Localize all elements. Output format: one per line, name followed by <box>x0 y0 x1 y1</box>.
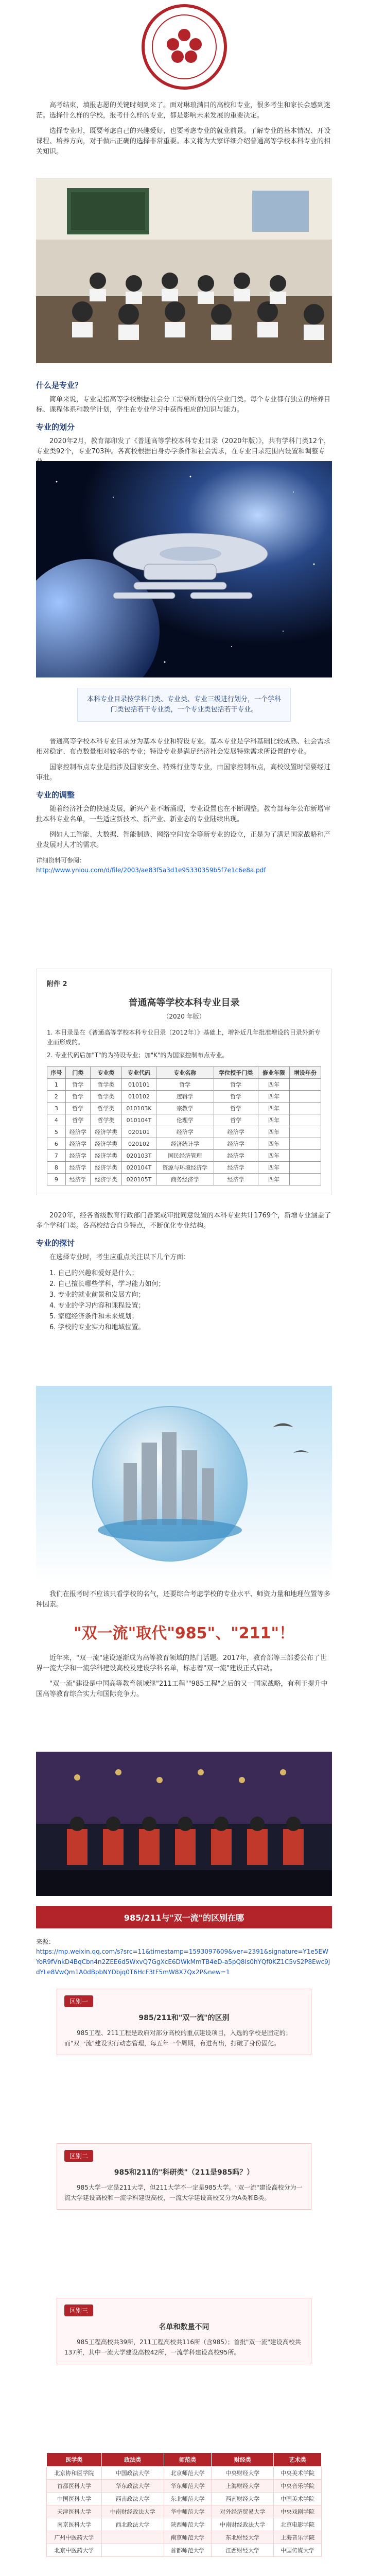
university-category-table <box>46 2452 322 2557</box>
column-header: 专业名称 <box>156 1067 214 1079</box>
table-row <box>47 2493 322 2505</box>
table-cell: 南京医科大学 <box>47 2518 102 2531</box>
table-row <box>47 2505 322 2518</box>
table-cell: 经济学 <box>214 1174 258 1185</box>
appendix-title: 普通高等学校本科专业目录 <box>128 997 240 1008</box>
table-cell: 经济学 <box>65 1138 90 1150</box>
college-seal-logo <box>141 3 228 91</box>
qa-title: 985/211和"双一流"的区别 <box>138 2014 230 2022</box>
intro-paragraph: 高考结束，填报志愿的关键时刻到来了。面对琳琅满目的高校和专业，很多考生和家长会感到迷茫。选择什么样的学校，报考什么样的专业，都是影响未来发展的重要决定。 <box>36 101 331 120</box>
table-cell <box>289 1079 321 1091</box>
column-header: 专业代码 <box>122 1067 156 1079</box>
table-cell: 逻辑学 <box>156 1091 214 1103</box>
qa-body: 985工程、211工程是政府对部分高校的重点建设项目，入选的学校是固定的；而"双一流"建设实行动态管理，每五年一个周期，有进有出，打破了身份固化。 <box>64 2029 292 2047</box>
table-cell <box>289 1091 321 1103</box>
table-cell: 江西财经大学 <box>212 2544 274 2557</box>
table-cell <box>289 1138 321 1150</box>
list-item: 5. 家庭经济条件和未来规划； <box>49 1313 138 1320</box>
table-cell <box>289 1103 321 1114</box>
appendix-subtitle: （2020 年版） <box>163 1013 205 1020</box>
table-row <box>47 1174 321 1185</box>
intro-section <box>36 100 332 162</box>
table-cell: 中央音乐学院 <box>274 2480 322 2493</box>
table-cell: 2 <box>47 1091 66 1103</box>
list-item: 3. 专业的就业前景和发展方向； <box>49 1291 145 1299</box>
table-cell: 020105T <box>122 1174 156 1185</box>
table-cell: 哲学 <box>214 1091 258 1103</box>
column-header: 专业类 <box>91 1067 122 1079</box>
table-cell: 华东师范大学 <box>164 2480 212 2493</box>
appendix-tag: 附件 2 <box>47 980 67 988</box>
table-cell: 010102 <box>122 1091 156 1103</box>
major-catalog-table <box>47 1066 321 1185</box>
table-cell: 四年 <box>258 1150 289 1162</box>
table-cell: 东北财经大学 <box>212 2531 274 2544</box>
table-cell: 4 <box>47 1114 66 1126</box>
section-paragraph: 例如人工智能、大数据、智能制造、网络空间安全等新专业的设立，正是为了满足国家战略和产业发展对人才的需求。 <box>36 831 331 849</box>
table-cell: 经济学 <box>214 1126 258 1138</box>
table-cell: 经济学类 <box>91 1126 122 1138</box>
download-label: 详细资料可参阅： <box>36 857 86 864</box>
table-cell <box>289 1126 321 1138</box>
table-row <box>47 2544 322 2557</box>
table-cell: 哲学 <box>214 1079 258 1091</box>
appendix-note: 1. 本目录是在《普通高等学校本科专业目录（2012年）》基础上，增补近几年批准增设的目录外新专业而形成的。 <box>47 1029 321 1046</box>
column-header: 学位授予门类 <box>214 1067 258 1079</box>
table-cell: 天津医科大学 <box>47 2505 102 2518</box>
table-cell: 哲学类 <box>91 1114 122 1126</box>
comparison-banner <box>36 1906 332 1928</box>
table-cell: 哲学 <box>214 1103 258 1114</box>
table-cell: 西南政法大学 <box>101 2493 164 2505</box>
city-globe-image <box>36 1386 332 1582</box>
section-paragraph: 2020年，经各省级教育行政部门备案或审批同意设置的本科专业共计1769个，新增专业涵盖了多个学科门类。各高校结合自身特点，不断优化专业结构。 <box>36 1212 331 1230</box>
column-header: 医学类 <box>47 2453 102 2467</box>
table-cell: 经济学类 <box>91 1150 122 1162</box>
table-cell: 经济学 <box>65 1126 90 1138</box>
table-header-row <box>47 1067 321 1079</box>
table-cell: 伦理学 <box>156 1114 214 1126</box>
tips-list <box>36 1268 332 1333</box>
appendix-note: 2. 专业代码后加"T"的为特设专业；加"K"的为国家控制布点专业。 <box>47 1052 229 1059</box>
table-cell: 1 <box>47 1079 66 1091</box>
list-item: 2. 自己擅长哪些学科，学习能力如何； <box>49 1280 165 1288</box>
headline: "双一流"取代"985"、"211"！ <box>73 1624 295 1642</box>
section-division <box>36 737 332 875</box>
table-cell: 020102 <box>122 1138 156 1150</box>
section-discussion <box>36 1211 332 1333</box>
table-cell: 宗教学 <box>156 1103 214 1114</box>
table-cell: 哲学 <box>214 1114 258 1126</box>
table-cell: 哲学 <box>65 1114 90 1126</box>
table-cell: 四年 <box>258 1138 289 1150</box>
section-what-is-major <box>36 374 332 472</box>
table-cell: 中国医科大学 <box>47 2493 102 2505</box>
table-cell: 南京师范大学 <box>164 2531 212 2544</box>
table-cell <box>289 1174 321 1185</box>
table-cell: 中国美术学院 <box>274 2493 322 2505</box>
table-cell: 020103T <box>122 1150 156 1162</box>
table-cell: 四年 <box>258 1162 289 1174</box>
table-cell <box>289 1150 321 1162</box>
table-row <box>47 1091 321 1103</box>
table-cell: 哲学 <box>156 1079 214 1091</box>
table-row <box>47 1114 321 1126</box>
table-cell: 9 <box>47 1174 66 1185</box>
source-block <box>36 1937 332 1977</box>
column-header: 政法类 <box>101 2453 164 2467</box>
table-row <box>47 2518 322 2531</box>
table-row <box>47 1150 321 1162</box>
table-cell: 中央戏剧学院 <box>274 2505 322 2518</box>
table-cell: 广州中医药大学 <box>47 2531 102 2544</box>
table-cell: 哲学类 <box>91 1091 122 1103</box>
qa-body: 985工程高校共39所，211工程高校共116所（含985）；首批"双一流"建设高校共137所，其中一流大学建设高校42所，一流学科建设高校95所。 <box>64 2338 301 2356</box>
highlight-box <box>77 688 291 722</box>
table-cell: 中国政法大学 <box>101 2467 164 2480</box>
classroom-photo <box>36 178 332 363</box>
table-row <box>47 1079 321 1091</box>
table-cell: 中国传媒大学 <box>274 2544 322 2557</box>
table-cell: 中南财经政法大学 <box>101 2505 164 2518</box>
qa-card <box>57 1989 311 2055</box>
column-header: 门类 <box>65 1067 90 1079</box>
table-header-row <box>47 2453 322 2467</box>
table-cell: 四年 <box>258 1079 289 1091</box>
table-cell: 经济学类 <box>91 1162 122 1174</box>
section-paragraph: 普通高等学校本科专业目录分为基本专业和特设专业。基本专业是学科基础比较成熟、社会需求相对稳定、布点数量相对较多的专业；特设专业是满足经济社会发展特殊需求所设置的专业。 <box>36 738 331 756</box>
table-cell: 经济学 <box>214 1162 258 1174</box>
section-paragraph: 简单来说，专业是指高等学校根据社会分工需要所划分的学业门类。每个专业都有独立的培养目标、课程体系和教学计划，学生在专业学习中获得相应的知识与能力。 <box>36 396 331 414</box>
banner-title: 985/211与"双一流"的区别在哪 <box>36 1906 332 1928</box>
column-header: 财经类 <box>212 2453 274 2467</box>
section-double-first-class <box>36 1589 332 1705</box>
space-starship-image <box>36 461 332 677</box>
section-paragraph: 国家控制布点专业是指涉及国家安全、特殊行业等专业，由国家控制布点，高校设置时需要经过审批。 <box>36 764 331 782</box>
column-header: 序号 <box>47 1067 66 1079</box>
section-title: 什么是专业？ <box>36 381 83 390</box>
column-header: 修业年限 <box>258 1067 289 1079</box>
table-cell: 西南财经大学 <box>212 2493 274 2505</box>
section-title: 专业的划分 <box>36 422 75 432</box>
section-paragraph: 随着经济社会的快速发展，新兴产业不断涌现，专业设置也在不断调整。教育部每年公布新增审批本科专业名单，一些适应新技术、新产业、新业态的专业陆续出现。 <box>36 805 331 823</box>
section-title: 专业的探讨 <box>36 1239 75 1248</box>
table-cell <box>289 1162 321 1174</box>
table-cell: 陕西师范大学 <box>164 2518 212 2531</box>
table-cell: 经济学类 <box>91 1138 122 1150</box>
table-cell: 经济学 <box>65 1174 90 1185</box>
intro-paragraph: 选择专业时，既要考虑自己的兴趣爱好，也要考虑专业的就业前景。了解专业的基本情况、开设课程、培养方向，对于做出正确的选择非常重要。本文将为大家详细介绍普通高等学校本科专业的相关知识。 <box>36 127 331 156</box>
table-row <box>47 1103 321 1114</box>
highlight-text: 本科专业目录按学科门类、专业类、专业三级进行划分，一个学科门类包括若干专业类，一个专业类包括若干专业。 <box>86 696 281 714</box>
table-cell: 经济学类 <box>91 1174 122 1185</box>
table-cell: 北京电影学院 <box>274 2518 322 2531</box>
qa-card <box>57 2143 311 2210</box>
table-cell: 四年 <box>258 1126 289 1138</box>
qa-tag: 区别二 <box>64 2150 93 2162</box>
table-cell: 上海财经大学 <box>212 2480 274 2493</box>
table-cell: 010104T <box>122 1114 156 1126</box>
table-row <box>47 1162 321 1174</box>
table-cell: 7 <box>47 1150 66 1162</box>
table-cell: 3 <box>47 1103 66 1114</box>
list-item: 1. 自己的兴趣和爱好是什么； <box>49 1269 138 1277</box>
section-paragraph: 2020年2月，教育部印发了《普通高等学校本科专业目录（2020年版）》，共有学科门类12个，专业类92个，专业703种。各高校根据自身办学条件和社会需求，在专业目录范围内设置和调整专 <box>36 437 330 455</box>
table-cell: 5 <box>47 1126 66 1138</box>
section-paragraph: 我们在报考时不应该只看学校的名气，还要综合考虑学校的专业水平、师资力量和地理位置等多种因素。 <box>36 1590 331 1608</box>
table-cell: 020104T <box>122 1162 156 1174</box>
appendix-document <box>36 969 332 1195</box>
table-cell: 6 <box>47 1138 66 1150</box>
table-cell: 资源与环境经济学 <box>156 1162 214 1174</box>
table-cell: 010103K <box>122 1103 156 1114</box>
table-cell: 首都师范大学 <box>164 2544 212 2557</box>
qa-card <box>57 2298 311 2364</box>
table-cell: 四年 <box>258 1174 289 1185</box>
list-item: 6. 学校的专业实力和地域位置。 <box>49 1324 145 1331</box>
table-cell <box>289 1114 321 1126</box>
table-cell: 经济学 <box>214 1138 258 1150</box>
qa-body: 985大学一定是211大学，但211大学不一定是985大学。"双一流"建设高校分为一流大学建设高校和一流学科建设高校，一流大学建设高校又分为A类和B类。 <box>64 2184 303 2201</box>
table-cell: 8 <box>47 1162 66 1174</box>
table-cell: 中南财经政法大学 <box>212 2518 274 2531</box>
table-cell: 东北师范大学 <box>164 2493 212 2505</box>
table-cell: 上海音乐学院 <box>274 2531 322 2544</box>
list-item: 4. 专业的学习内容和课程设置； <box>49 1302 145 1310</box>
table-cell: 华东政法大学 <box>101 2480 164 2493</box>
table-cell: 哲学 <box>65 1079 90 1091</box>
table-row <box>47 2531 322 2544</box>
source-link[interactable]: https://mp.weixin.qq.com/s?src=11&timestamp=1593097609&ver=2391&signature=Y1e5EWYoR9fVnkD4BqCbn4n2ZEE6d5WxvQ7GgXcE6DWkMmTB4eD-a5pQ8Is0hYQf0KZ1C5vS2P8Ewc9JdYLe8VwQm1A0dBpbNYDbjq0T6HcF3tF5mW8X7Qx2P&new=1 <box>36 1948 330 1976</box>
column-header: 增设年份 <box>289 1067 321 1079</box>
table-row <box>47 2480 322 2493</box>
table-cell: 首都医科大学 <box>47 2480 102 2493</box>
source-label: 来源： <box>36 1938 55 1945</box>
column-header: 师范类 <box>164 2453 212 2467</box>
graduation-stage-photo <box>36 1752 332 1896</box>
table-cell <box>101 2531 164 2544</box>
table-cell: 北京协和医学院 <box>47 2467 102 2480</box>
qa-tag: 区别一 <box>64 1995 93 2007</box>
section-paragraph: "双一流"建设是中国高等教育领域继"211工程""985工程"之后的又一国家战略，有利于提升中国高等教育综合实力和国际竞争力。 <box>36 1680 328 1698</box>
table-cell: 经济学 <box>214 1150 258 1162</box>
table-cell: 哲学 <box>65 1103 90 1114</box>
table-row <box>47 1138 321 1150</box>
column-header: 艺术类 <box>274 2453 322 2467</box>
table-cell: 经济学 <box>65 1150 90 1162</box>
table-cell: 中央美术学院 <box>274 2467 322 2480</box>
section-title: 专业的调整 <box>36 790 75 800</box>
table-cell: 北京师范大学 <box>164 2467 212 2480</box>
table-cell: 经济学 <box>65 1162 90 1174</box>
table-row <box>47 2467 322 2480</box>
table-cell: 哲学类 <box>91 1103 122 1114</box>
table-cell: 中央财经大学 <box>212 2467 274 2480</box>
table-cell: 020101 <box>122 1126 156 1138</box>
table-cell: 四年 <box>258 1091 289 1103</box>
table-cell: 经济学 <box>156 1126 214 1138</box>
qa-title: 名单和数量不同 <box>159 2323 209 2331</box>
table-cell: 哲学类 <box>91 1079 122 1091</box>
download-link[interactable]: http://www.ynlou.com/d/file/2003/ae83f5a3d1e95330359b5f7e1c6e8a.pdf <box>36 867 266 874</box>
university-category-table-wrap <box>46 2452 322 2557</box>
table-row <box>47 1126 321 1138</box>
section-paragraph: 近年来，"双一流"建设逐渐成为高等教育领域的热门话题。2017年，教育部等三部委公布了世界一流大学和一流学科建设高校及建设学科名单，标志着"双一流"建设正式启动。 <box>36 1654 327 1672</box>
table-cell: 四年 <box>258 1114 289 1126</box>
section-paragraph: 在选择专业时，考生应重点关注以下几个方面： <box>49 1253 190 1261</box>
qa-title: 985和211的"科研类"（211是985吗？） <box>114 2168 254 2177</box>
table-cell: 对外经济贸易大学 <box>212 2505 274 2518</box>
table-cell: 西北政法大学 <box>101 2518 164 2531</box>
table-cell: 华中师范大学 <box>164 2505 212 2518</box>
table-cell: 国民经济管理 <box>156 1150 214 1162</box>
table-cell: 商务经济学 <box>156 1174 214 1185</box>
table-cell: 北京中医药大学 <box>47 2544 102 2557</box>
table-cell: 哲学 <box>65 1091 90 1103</box>
table-cell: 四年 <box>258 1103 289 1114</box>
table-cell <box>101 2544 164 2557</box>
logo-area <box>0 0 368 98</box>
table-cell: 经济统计学 <box>156 1138 214 1150</box>
qa-tag: 区别三 <box>64 2304 93 2316</box>
table-cell: 010101 <box>122 1079 156 1091</box>
